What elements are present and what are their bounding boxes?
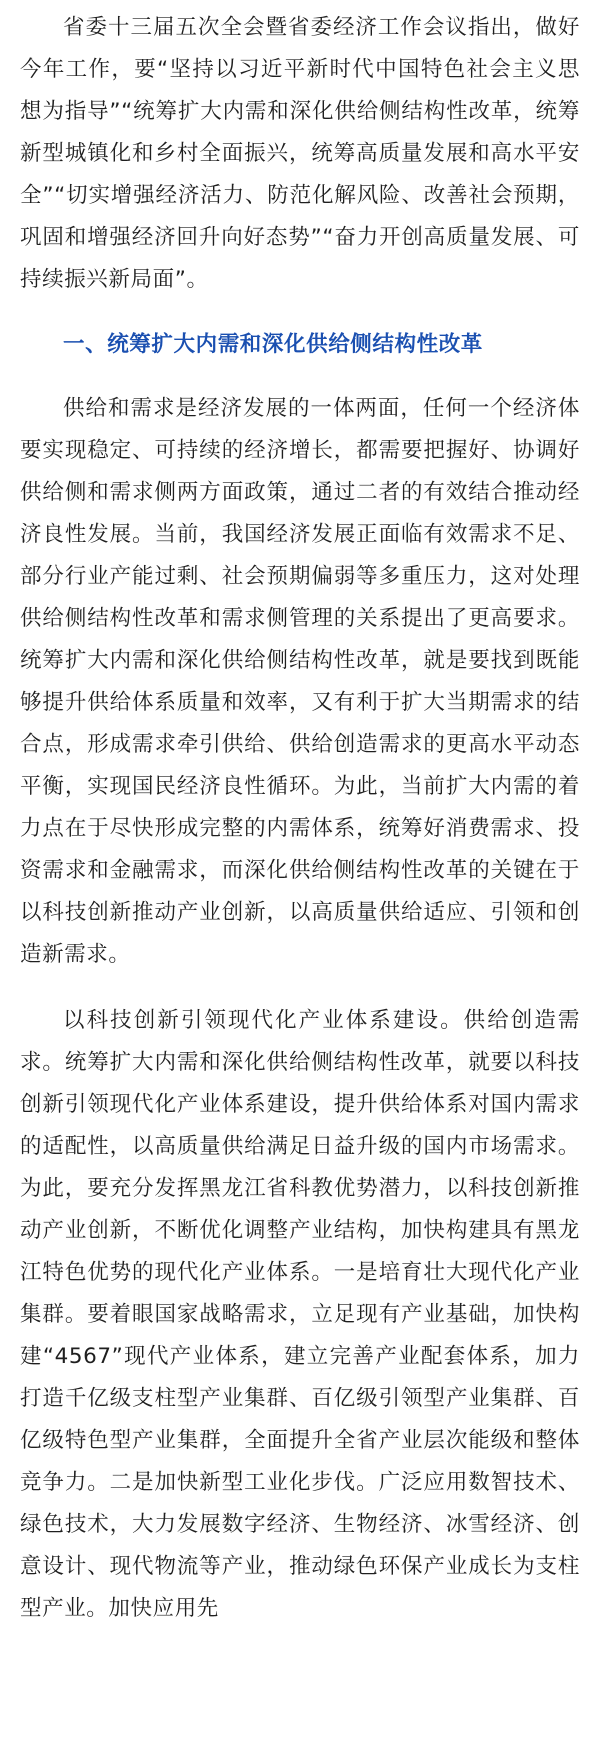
paragraph-supply-demand: 供给和需求是经济发展的一体两面，任何一个经济体要实现稳定、可持续的经济增长，都需要把握好、协调好供给侧和需求侧两方面政策，通过二者的有效结合推动经济良性发展。当前，我国经济发展正面临有效需求不足、部分行业产能过剩、社会预期偏弱等多重压力，这对处理供给侧结构性改革和需求侧管理的关系提出了更高要求。统筹扩大内需和深化供给侧结构性改革，就是要找到既能够提升供给体系质量和效率，又有利于扩大当期需求的结合点，形成需求牵引供给、供给创造需求的更高水平动态平衡，实现国民经济良性循环。为此，当前扩大内需的着力点在于尽快形成完整的内需体系，统筹好消费需求、投资需求和金融需求，而深化供给侧结构性改革的关键在于以科技创新推动产业创新，以高质量供给适应、引领和创造新需求。 [20,396,580,967]
paragraph-tech-innovation: 以科技创新引领现代化产业体系建设。供给创造需求。统筹扩大内需和深化供给侧结构性改革，就要以科技创新引领现代化产业体系建设，提升供给体系对国内需求的适配性，以高质量供给满足日益升级的国内市场需求。为此，要充分发挥黑龙江省科教优势潜力，以科技创新推动产业创新，不断优化调整产业结构，加快构建具有黑龙江特色优势的现代化产业体系。一是培育壮大现代化产业集群。要着眼国家战略需求，立足现有产业基础，加快构建“4567”现代产业体系，建立完善产业配套体系，加力打造千亿级支柱型产业集群、百亿级引领型产业集群、百亿级特色型产业集群，全面提升全省产业层次能级和整体竞争力。二是加快新型工业化步伐。广泛应用数智技术、绿色技术，大力发展数字经济、生物经济、冰雪经济、创意设计、现代物流等产业，推动绿色环保产业成长为支柱型产业。加快应用先 [20,1008,580,1621]
section-heading: 一、统筹扩大内需和深化供给侧结构性改革 [63,332,483,357]
article-body [0,7,600,1630]
paragraph-intro: 省委十三届五次全会暨省委经济工作会议指出，做好今年工作，要“坚持以习近平新时代中国特色社会主义思想为指导”“统筹扩大内需和深化供给侧结构性改革，统筹新型城镇化和乡村全面振兴，统筹高质量发展和高水平安全”“切实增强经济活力、防范化解风险、改善社会预期，巩固和增强经济回升向好态势”“奋力开创高质量发展、可持续振兴新局面”。 [20,15,580,292]
